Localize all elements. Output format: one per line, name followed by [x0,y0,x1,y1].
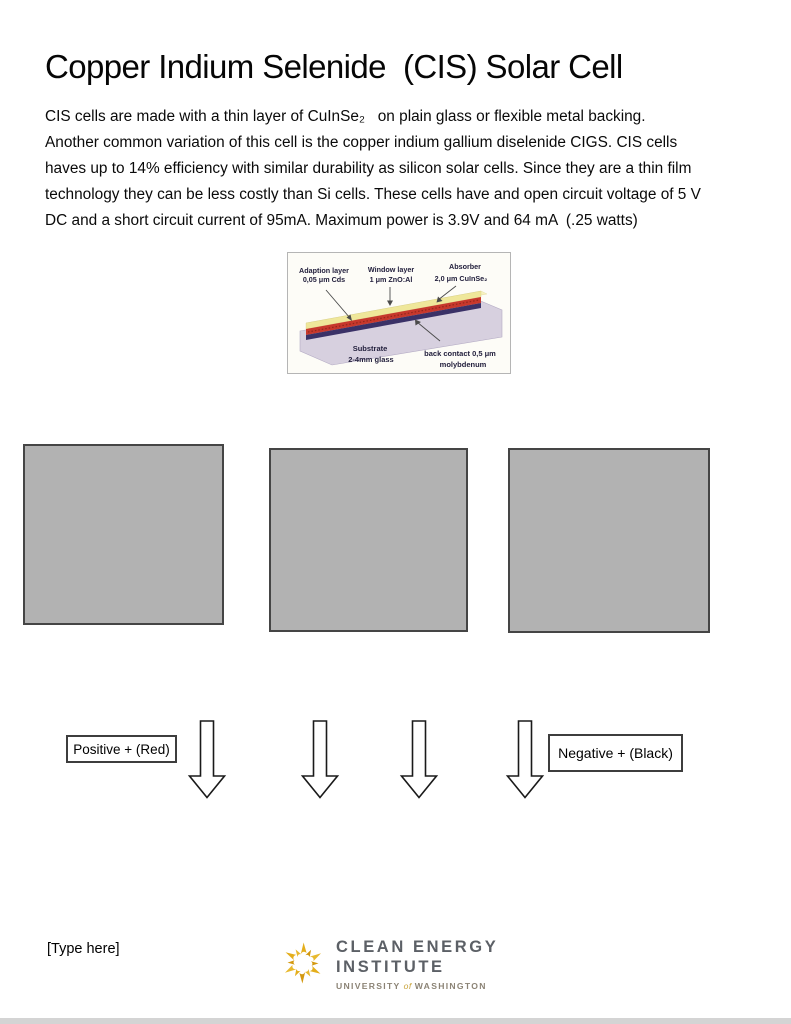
logo-tagline [336,981,487,991]
positive-terminal-label[interactable] [66,735,177,763]
sunburst-icon [281,936,325,988]
image-placeholder-3[interactable] [508,448,710,633]
down-arrow-1[interactable] [187,720,227,799]
logo-tagline-washington: WASHINGTON [414,981,487,991]
intro-paragraph [45,104,770,234]
paragraph-line: haves up to 14% efficiency with similar durability as silicon solar cells. Since they are a thin film [45,160,692,177]
down-arrow-4[interactable] [505,720,545,799]
paragraph-line: CIS cells are made with a thin layer of CuInSe₂ on plain glass or flexible metal backing. [45,108,646,125]
diagram-label-absorber-1: Absorber [449,262,481,271]
logo-tagline-university: UNIVERSITY [336,981,401,991]
footer-type-here-placeholder[interactable]: [Type here] [47,941,120,957]
diagram-label-substrate-2: 2-4mm glass [348,355,394,364]
logo-tagline-of: of [403,981,412,991]
diagram-label-back-2: molybdenum [439,360,487,369]
negative-terminal-label[interactable] [548,734,683,772]
paragraph-line: DC and a short circuit current of 95mA. Maximum power is 3.9V and 64 mA (.25 watts) [45,212,638,229]
diagram-label-back-1: back contact 0,5 μm [424,349,496,358]
page-bottom-edge [0,1018,791,1024]
down-arrow-2[interactable] [300,720,340,799]
page-title: Copper Indium Selenide (CIS) Solar Cell [45,48,623,85]
image-placeholder-1[interactable] [23,444,224,625]
image-placeholder-2[interactable] [269,448,468,632]
solar-cell-diagram-graphic [288,253,510,373]
logo-wordmark-line2: INSTITUTE [336,958,445,976]
diagram-label-window-1: Window layer [367,265,415,274]
diagram-label-absorber-2: 2,0 μm CuInSe₂ [434,274,488,283]
diagram-label-adaption-2: 0,05 μm Cds [302,275,346,284]
solar-cell-layers-figure[interactable] [287,252,511,374]
positive-terminal-text: Positive + (Red) [73,741,170,757]
negative-terminal-text: Negative + (Black) [558,745,673,761]
clean-energy-institute-logo [281,934,511,996]
paragraph-line: Another common variation of this cell is the copper indium gallium diselenide CIGS. CIS cells [45,134,678,151]
diagram-label-adaption-1: Adaption layer [299,266,349,275]
logo-wordmark-line1: CLEAN ENERGY [336,938,499,956]
diagram-label-window-2: 1 μm ZnO:Al [369,275,413,284]
down-arrow-3[interactable] [399,720,439,799]
diagram-label-substrate-1: Substrate [352,344,388,353]
paragraph-line: technology they can be less costly than Si cells. These cells have and open circuit voltage of 5 V [45,186,701,203]
